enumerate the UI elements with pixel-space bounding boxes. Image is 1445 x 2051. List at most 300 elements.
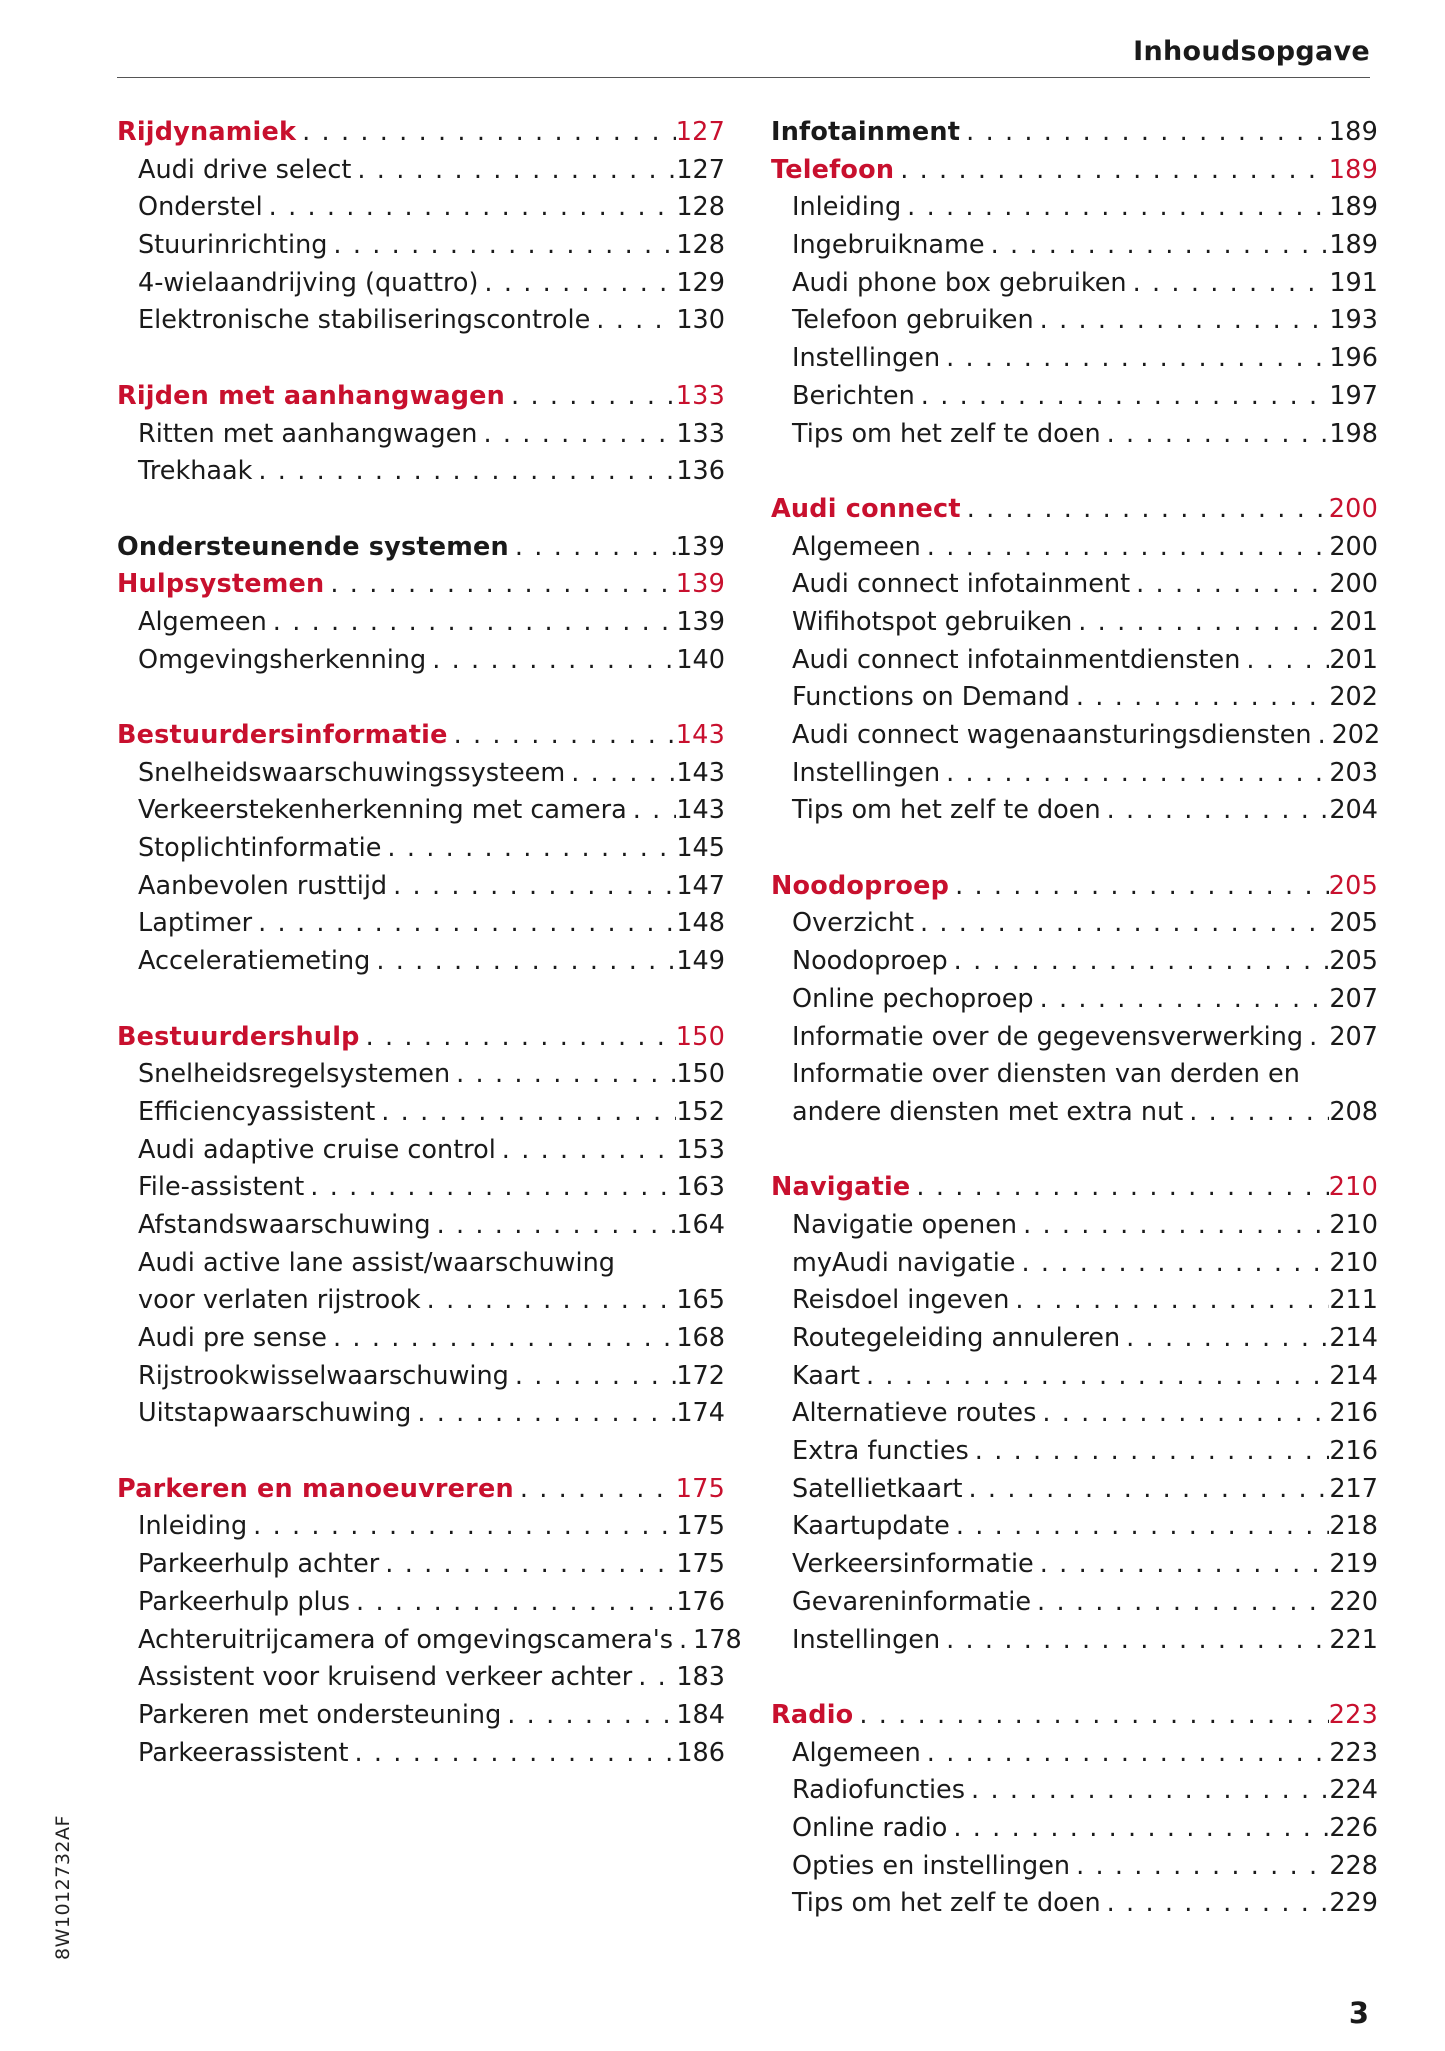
toc-page-number: 218 (1329, 1511, 1378, 1542)
toc-entry[interactable] (771, 642, 1378, 680)
toc-entry[interactable] (117, 1056, 725, 1094)
toc-entry[interactable] (117, 1245, 725, 1283)
toc-entry-label: 4-wielaandrijving (quattro) (138, 267, 479, 298)
toc-page-number: 133 (676, 418, 725, 449)
toc-entry-label: Algemeen (792, 1737, 921, 1768)
dot-leader (673, 1622, 693, 1660)
toc-entry-label: Wifihotspot gebruiken (792, 606, 1073, 637)
toc-entry[interactable] (117, 152, 725, 190)
toc-entry-label: Stoplichtinformatie (138, 833, 382, 864)
toc-entry[interactable] (771, 1735, 1378, 1773)
toc-page-number: 174 (676, 1398, 725, 1429)
dot-leader (948, 943, 1330, 981)
toc-entry-label: Satellietkaart (792, 1473, 963, 1504)
toc-entry-label: Rijden met aanhangwagen (117, 380, 506, 411)
dot-leader (1183, 1094, 1329, 1132)
toc-entry-label: Audi drive select (138, 154, 352, 185)
toc-entry[interactable] (771, 1772, 1378, 1810)
toc-entry[interactable] (771, 1019, 1378, 1057)
toc-entry[interactable] (771, 792, 1378, 830)
dot-leader (950, 1508, 1329, 1546)
toc-page-number: 200 (1329, 569, 1378, 600)
toc-entry[interactable] (771, 1622, 1378, 1660)
toc-entry[interactable] (117, 1320, 725, 1358)
toc-entry-label: Snelheidsregelsystemen (138, 1059, 451, 1090)
toc-page-number: 153 (676, 1134, 725, 1165)
section-spacer (117, 340, 725, 378)
toc-page-number: 210 (1329, 1209, 1378, 1240)
toc-page-number: 143 (676, 795, 725, 826)
section-spacer (117, 679, 725, 717)
dot-leader (370, 943, 676, 981)
dot-leader (1036, 1395, 1329, 1433)
toc-entry-label: Rijdynamiek (117, 117, 297, 147)
toc-entry[interactable] (117, 604, 725, 642)
dot-leader (1072, 604, 1329, 642)
toc-left-column (117, 114, 742, 1772)
dot-leader (914, 905, 1329, 943)
toc-page-number: 163 (676, 1172, 725, 1203)
toc-section-heading[interactable] (117, 1019, 725, 1057)
dot-leader (263, 189, 677, 227)
toc-entry-label: Efficiencyassistent (138, 1096, 376, 1127)
toc-page-number: 189 (1329, 230, 1378, 261)
toc-entry-label: myAudi navigatie (792, 1247, 1016, 1278)
toc-entry[interactable] (771, 604, 1378, 642)
toc-entry[interactable] (771, 1885, 1378, 1923)
toc-entry-label: Alternatieve routes (792, 1398, 1037, 1429)
toc-entry-label: Online pechoproep (792, 983, 1034, 1014)
toc-page-number: 136 (676, 456, 725, 487)
toc-page-number: 226 (1329, 1812, 1378, 1843)
toc-page-number: 202 (1329, 682, 1378, 713)
toc-entry-label: Online radio (792, 1812, 948, 1843)
dot-leader (247, 1508, 676, 1546)
toc-entry-label: Reisdoel ingeven (792, 1285, 1010, 1316)
dot-leader (894, 152, 1328, 190)
dot-leader (509, 529, 676, 567)
toc-entry-label: Aanbevolen rusttijd (138, 870, 388, 901)
dot-leader (477, 416, 676, 454)
dot-leader (509, 1358, 676, 1396)
toc-page-number: 228 (1329, 1850, 1378, 1881)
toc-page-number: 164 (676, 1209, 725, 1240)
document-code: 8W1012732AF (52, 1815, 74, 1960)
toc-entry[interactable] (117, 1094, 725, 1132)
toc-entry-label: Noodoproep (771, 870, 950, 901)
dot-leader (327, 227, 676, 265)
toc-entry-label: Berichten (792, 380, 915, 411)
toc-page-number: 210 (1329, 1247, 1378, 1278)
toc-section-heading[interactable] (771, 868, 1378, 906)
toc-entry-label: Radiofuncties (792, 1775, 966, 1806)
toc-page-number: 168 (676, 1323, 725, 1353)
toc-entry-label: Noodoproep (792, 946, 948, 977)
toc-page-number: 143 (675, 720, 725, 750)
toc-entry[interactable] (117, 1622, 742, 1660)
toc-entry[interactable] (771, 1282, 1378, 1320)
toc-page-number: 191 (1329, 267, 1378, 298)
dot-leader (450, 1056, 676, 1094)
toc-page-number: 140 (676, 644, 725, 675)
toc-entry-label: Trekhaak (138, 456, 253, 487)
toc-entry[interactable] (771, 1320, 1378, 1358)
toc-entry-label: Audi phone box gebruiken (792, 267, 1127, 298)
toc-page-number: 133 (675, 380, 725, 411)
toc-entry-label: Snelheidswaarschuwingssysteem (138, 757, 566, 788)
section-spacer (771, 1659, 1378, 1697)
toc-entry[interactable] (117, 1546, 725, 1584)
toc-entry[interactable] (117, 1659, 725, 1697)
toc-entry[interactable] (117, 905, 725, 943)
dot-leader (431, 1207, 677, 1245)
toc-page-number: 128 (676, 192, 725, 223)
toc-entry-label: Navigatie openen (792, 1209, 1018, 1240)
toc-page-number: 210 (1328, 1172, 1378, 1203)
toc-entry-label: Tips om het zelf te doen (792, 418, 1101, 449)
dot-leader (1312, 717, 1332, 755)
dot-leader (940, 755, 1329, 793)
toc-entry[interactable] (771, 981, 1378, 1019)
toc-entry[interactable] (117, 265, 725, 303)
toc-entry[interactable] (771, 943, 1378, 981)
toc-entry[interactable] (771, 1584, 1378, 1622)
toc-entry-label: Ritten met aanhangwagen (138, 418, 478, 449)
toc-entry[interactable] (771, 566, 1378, 604)
toc-entry-label: Parkeren en manoeuvreren (117, 1473, 514, 1504)
dot-leader (1017, 1207, 1329, 1245)
toc-section-heading[interactable] (771, 152, 1378, 190)
toc-page-number: 214 (1329, 1323, 1378, 1353)
toc-entry[interactable] (771, 189, 1378, 227)
dot-leader (949, 868, 1329, 906)
toc-entry-label: Algemeen (792, 531, 921, 562)
toc-entry[interactable] (117, 755, 725, 793)
toc-entry[interactable] (117, 1358, 725, 1396)
toc-entry-label: Tips om het zelf te doen (792, 795, 1101, 826)
dot-leader (411, 1395, 676, 1433)
dot-leader (969, 1433, 1330, 1471)
toc-entry-label: Ondersteunende systemen (117, 531, 509, 562)
toc-entry[interactable] (771, 529, 1378, 567)
dot-leader (350, 1584, 676, 1622)
toc-entry[interactable] (771, 1245, 1378, 1283)
toc-entry-label: Informatie over diensten van derden en (792, 1059, 1300, 1090)
toc-entry[interactable] (117, 943, 725, 981)
dot-leader (375, 1094, 676, 1132)
toc-page-number: 189 (1328, 154, 1378, 185)
toc-entry-label: Tips om het zelf te doen (792, 1888, 1101, 1919)
toc-entry[interactable] (117, 1132, 725, 1170)
toc-entry[interactable] (117, 1584, 725, 1622)
toc-entry[interactable] (771, 302, 1378, 340)
toc-page-number: 175 (676, 1549, 725, 1580)
toc-page-number: 184 (676, 1699, 725, 1730)
toc-entry[interactable] (117, 792, 725, 830)
dot-leader (1070, 1848, 1329, 1886)
toc-entry-label: Inleiding (792, 192, 902, 223)
toc-entry-label: Overzicht (792, 908, 914, 939)
toc-entry[interactable] (771, 1207, 1378, 1245)
toc-page-number: 204 (1329, 795, 1378, 826)
toc-page-number: 200 (1328, 493, 1378, 524)
dot-leader (1034, 302, 1330, 340)
toc-page-number: 186 (676, 1737, 725, 1768)
toc-entry-label: Telefoon (771, 154, 895, 185)
dot-leader (1034, 981, 1330, 1019)
dot-leader (514, 1471, 676, 1509)
dot-leader (426, 642, 676, 680)
dot-leader (1015, 1245, 1329, 1283)
toc-page-number: 148 (676, 908, 725, 939)
toc-page-number: 172 (676, 1360, 725, 1391)
dot-leader (1127, 265, 1330, 303)
dot-leader (961, 491, 1329, 529)
toc-page-number: 207 (1329, 1021, 1378, 1052)
toc-entry-label: Stuurinrichting (138, 230, 328, 261)
toc-entry[interactable] (771, 1395, 1378, 1433)
toc-section-heading[interactable] (771, 491, 1378, 529)
toc-entry[interactable] (771, 1810, 1378, 1848)
dot-leader (1120, 1320, 1329, 1358)
toc-entry[interactable] (771, 679, 1378, 717)
toc-entry-label: Assistent voor kruisend verkeer achter (138, 1662, 633, 1693)
toc-entry-label: Infotainment (771, 117, 961, 147)
toc-entry[interactable] (771, 1094, 1378, 1132)
dot-leader (252, 905, 676, 943)
toc-entry[interactable] (117, 189, 725, 227)
toc-entry[interactable] (771, 227, 1378, 265)
dot-leader (921, 529, 1330, 567)
toc-entry[interactable] (117, 1282, 725, 1320)
toc-entry-label: voor verlaten rijstrook (138, 1285, 421, 1316)
toc-page-number: 219 (1329, 1549, 1378, 1580)
dot-leader (853, 1697, 1328, 1735)
toc-entry-label: Kaart (792, 1360, 861, 1391)
toc-entry-label: Elektronische stabiliseringscontrole (138, 305, 591, 336)
toc-page-number: 178 (693, 1624, 742, 1655)
toc-entry[interactable] (771, 1848, 1378, 1886)
dot-leader (590, 302, 676, 340)
toc-section-heading[interactable] (117, 114, 725, 152)
header-divider (117, 77, 1370, 78)
toc-section-heading[interactable] (117, 1471, 725, 1509)
page-number: 3 (1348, 1996, 1369, 2030)
toc-page-number: 149 (676, 946, 725, 977)
dot-leader (1240, 642, 1329, 680)
section-spacer (771, 1132, 1378, 1170)
dot-leader (381, 830, 676, 868)
dot-leader (379, 1546, 676, 1584)
toc-entry[interactable] (771, 905, 1378, 943)
toc-entry-label: Instellingen (792, 343, 941, 374)
toc-entry[interactable] (117, 416, 725, 454)
toc-page-number: 207 (1329, 983, 1378, 1014)
toc-section-heading[interactable] (771, 1169, 1378, 1207)
dot-leader (915, 378, 1330, 416)
toc-section-heading[interactable] (117, 566, 725, 604)
dot-leader (1101, 792, 1330, 830)
dot-leader (963, 1471, 1330, 1509)
toc-entry[interactable] (117, 227, 725, 265)
toc-page-number: 143 (676, 757, 725, 788)
toc-entry[interactable] (117, 1508, 725, 1546)
dot-leader (1101, 416, 1330, 454)
dot-leader (421, 1282, 677, 1320)
toc-section-heading[interactable] (771, 1697, 1378, 1735)
toc-page-number: 176 (676, 1586, 725, 1617)
toc-entry[interactable] (771, 1508, 1378, 1546)
toc-entry[interactable] (771, 717, 1381, 755)
toc-entry-label: Audi connect infotainment (792, 569, 1131, 600)
toc-entry[interactable] (771, 265, 1378, 303)
dot-leader (1303, 1019, 1329, 1057)
toc-page-number: 205 (1329, 908, 1378, 939)
toc-entry-label: Audi pre sense (138, 1323, 327, 1353)
dot-leader (496, 1132, 677, 1170)
toc-page-number: 150 (675, 1021, 725, 1052)
toc-page-number: 214 (1329, 1360, 1378, 1391)
section-spacer (117, 491, 725, 529)
toc-entry-label: Parkeren met ondersteuning (138, 1699, 502, 1730)
dot-leader (921, 1735, 1330, 1773)
dot-leader (632, 1659, 676, 1697)
toc-entry-label: Audi adaptive cruise control (138, 1134, 496, 1165)
toc-entry[interactable] (771, 1358, 1378, 1396)
dot-leader (1070, 679, 1329, 717)
section-spacer (117, 981, 725, 1019)
toc-page-number: 129 (676, 267, 725, 298)
dot-leader (304, 1169, 676, 1207)
section-spacer (771, 453, 1378, 491)
dot-leader (267, 604, 677, 642)
toc-entry[interactable] (117, 1735, 725, 1773)
toc-page-number: 200 (1329, 531, 1378, 562)
toc-entry[interactable] (117, 1207, 725, 1245)
toc-entry[interactable] (117, 830, 725, 868)
dot-leader (351, 152, 676, 190)
toc-entry-label: Instellingen (792, 757, 941, 788)
toc-entry[interactable] (771, 755, 1378, 793)
toc-page-number: 127 (676, 154, 725, 185)
dot-leader (348, 1735, 676, 1773)
toc-page-number: 183 (676, 1662, 725, 1693)
toc-entry[interactable] (117, 453, 725, 491)
toc-entry[interactable] (117, 1697, 725, 1735)
dot-leader (940, 1622, 1329, 1660)
toc-page-number: 139 (676, 606, 725, 637)
toc-page-number: 147 (676, 870, 725, 901)
toc-page-number: 208 (1329, 1096, 1378, 1127)
dot-leader (360, 1019, 676, 1057)
toc-entry-label: Instellingen (792, 1624, 941, 1655)
dot-leader (252, 453, 676, 491)
dot-leader (1130, 566, 1329, 604)
toc-entry[interactable] (117, 1395, 725, 1433)
dot-leader (1009, 1282, 1329, 1320)
toc-page-number: 128 (676, 230, 725, 261)
toc-section-heading[interactable] (771, 114, 1378, 152)
dot-leader (965, 1772, 1329, 1810)
toc-entry[interactable] (771, 1546, 1378, 1584)
toc-entry-label: Audi active lane assist/waarschuwing (138, 1247, 615, 1278)
toc-page-number: 175 (675, 1473, 725, 1504)
toc-entry[interactable] (117, 868, 725, 906)
dot-leader (448, 717, 676, 755)
toc-entry-label: Routegeleiding annuleren (792, 1323, 1121, 1353)
toc-entry-label: Audi connect wagenaansturingsdiensten (792, 720, 1312, 750)
toc-page-number: 201 (1329, 606, 1378, 637)
toc-entry-label: Gevareninformatie (792, 1586, 1032, 1617)
toc-entry-label: Telefoon gebruiken (792, 305, 1034, 336)
toc-entry-label: Bestuurdersinformatie (117, 720, 448, 750)
toc-entry-label: andere diensten met extra nut (792, 1096, 1184, 1127)
toc-page-number: 127 (675, 117, 725, 147)
dot-leader (296, 114, 676, 152)
toc-page-number: 197 (1329, 380, 1378, 411)
toc-page-number: 220 (1329, 1586, 1378, 1617)
toc-entry-label: Extra functies (792, 1436, 969, 1467)
dot-leader (565, 755, 676, 793)
toc-entry-label: Verkeerstekenherkenning met camera (138, 795, 627, 826)
toc-page-number: 196 (1329, 343, 1378, 374)
toc-entry[interactable] (771, 378, 1378, 416)
toc-entry[interactable] (771, 1433, 1378, 1471)
toc-entry-label: Parkeerhulp achter (138, 1549, 380, 1580)
toc-entry-label: Laptimer (138, 908, 253, 939)
toc-entry[interactable] (117, 1169, 725, 1207)
toc-page-number: 216 (1329, 1398, 1378, 1429)
toc-page-number: 139 (675, 531, 725, 562)
toc-entry-label: Navigatie (771, 1172, 911, 1203)
toc-page-number: 201 (1329, 644, 1378, 675)
toc-page-number: 216 (1329, 1436, 1378, 1467)
toc-entry-label: Algemeen (138, 606, 267, 637)
toc-page-number: 175 (676, 1511, 725, 1542)
toc-page-number: 205 (1329, 946, 1378, 977)
toc-entry[interactable] (771, 416, 1378, 454)
toc-page-number: 221 (1329, 1624, 1378, 1655)
toc-page-number: 139 (675, 569, 725, 600)
toc-page-number: 229 (1329, 1888, 1378, 1919)
toc-page-number: 203 (1329, 757, 1378, 788)
toc-entry[interactable] (771, 340, 1378, 378)
toc-page-number: 217 (1329, 1473, 1378, 1504)
toc-entry[interactable] (771, 1056, 1378, 1094)
toc-entry-label: File-assistent (138, 1172, 305, 1203)
dot-leader (324, 566, 675, 604)
toc-entry-label: Kaartupdate (792, 1511, 950, 1542)
toc-entry-label: Informatie over de gegevensverwerking (792, 1021, 1304, 1052)
toc-page-number: 205 (1328, 870, 1378, 901)
toc-page-number: 189 (1329, 192, 1378, 223)
toc-entry[interactable] (117, 642, 725, 680)
section-spacer (117, 1433, 725, 1471)
toc-entry-label: Parkeerassistent (138, 1737, 349, 1768)
toc-entry[interactable] (771, 1471, 1378, 1509)
dot-leader (387, 868, 676, 906)
toc-section-heading[interactable] (117, 529, 725, 567)
toc-right-column (771, 114, 1381, 1923)
dot-leader (327, 1320, 676, 1358)
toc-entry[interactable] (117, 302, 725, 340)
toc-section-heading[interactable] (117, 717, 725, 755)
dot-leader (478, 265, 676, 303)
dot-leader (505, 378, 676, 416)
toc-page-number: 130 (676, 305, 725, 336)
toc-section-heading[interactable] (117, 378, 725, 416)
toc-entry-label: Bestuurdershulp (117, 1021, 360, 1052)
